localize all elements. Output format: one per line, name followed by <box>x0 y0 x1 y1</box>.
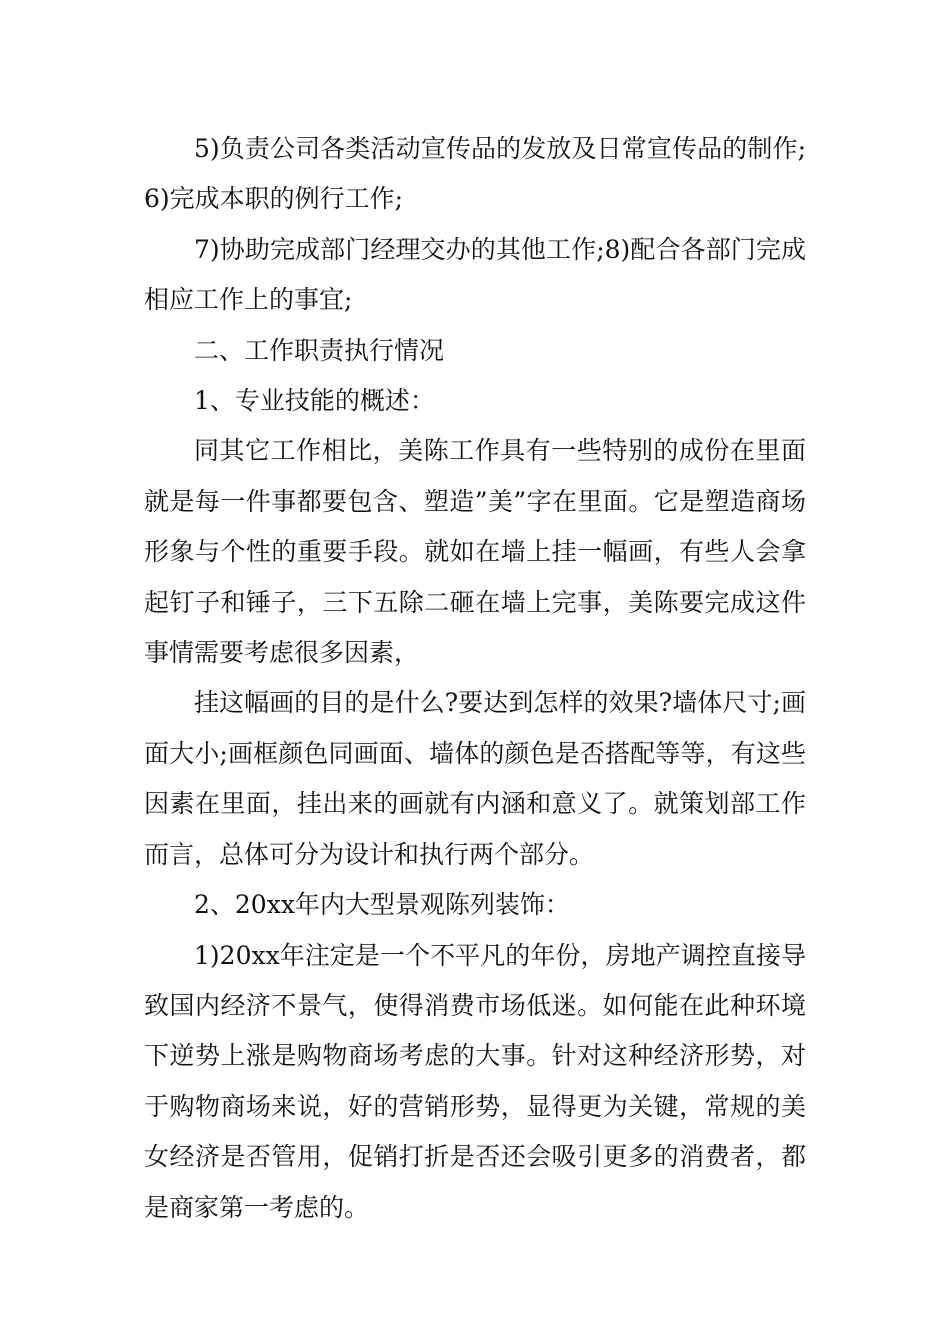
paragraph-skills-body: 同其它工作相比，美陈工作具有一些特别的成份在里面就是每一件事都要包含、塑造”美”字在里面。它是塑造商场形象与个性的重要手段。就如在墙上挂一幅画，有些人会拿起钉子和锤子，三下五除二砸在墙上完事，美陈要完成这件事情需要考虑很多因素， <box>144 436 806 668</box>
paragraph-market-context: 1)20xx年注定是一个不平凡的年份，房地产调控直接导致国内经济不景气，使得消费市场低迷。如何能在此种环境下逆势上涨是购物商场考虑的大事。针对这种经济形势，对于购物商场来说，好的营销形势，显得更为关键，常规的美女经济是否管用，促销打折是否还会吸引更多的消费者，都是商家第一考虑的。 <box>144 940 806 1222</box>
paragraph-duty-7-8: 7)协助完成部门经理交办的其他工作;8)配合各部门完成相应工作上的事宜; <box>144 234 806 315</box>
section-heading-execution: 二、工作职责执行情况 <box>194 335 445 365</box>
document-body <box>144 124 806 1233</box>
subheading-landscape-display: 2、20xx年内大型景观陈列装饰： <box>194 890 570 920</box>
subheading-skills-overview: 1、专业技能的概述： <box>194 386 435 416</box>
paragraph-duty-5-6: 5)负责公司各类活动宣传品的发放及日常宣传品的制作;6)完成本职的例行工作; <box>144 134 806 214</box>
paragraph-painting-example: 挂这幅画的目的是什么?要达到怎样的效果?墙体尺寸;画面大小;画框颜色同画面、墙体的颜色是否搭配等等，有这些因素在里面，挂出来的画就有内涵和意义了。就策划部工作而言，总体可分为设计和执行两个部分。 <box>144 688 806 869</box>
